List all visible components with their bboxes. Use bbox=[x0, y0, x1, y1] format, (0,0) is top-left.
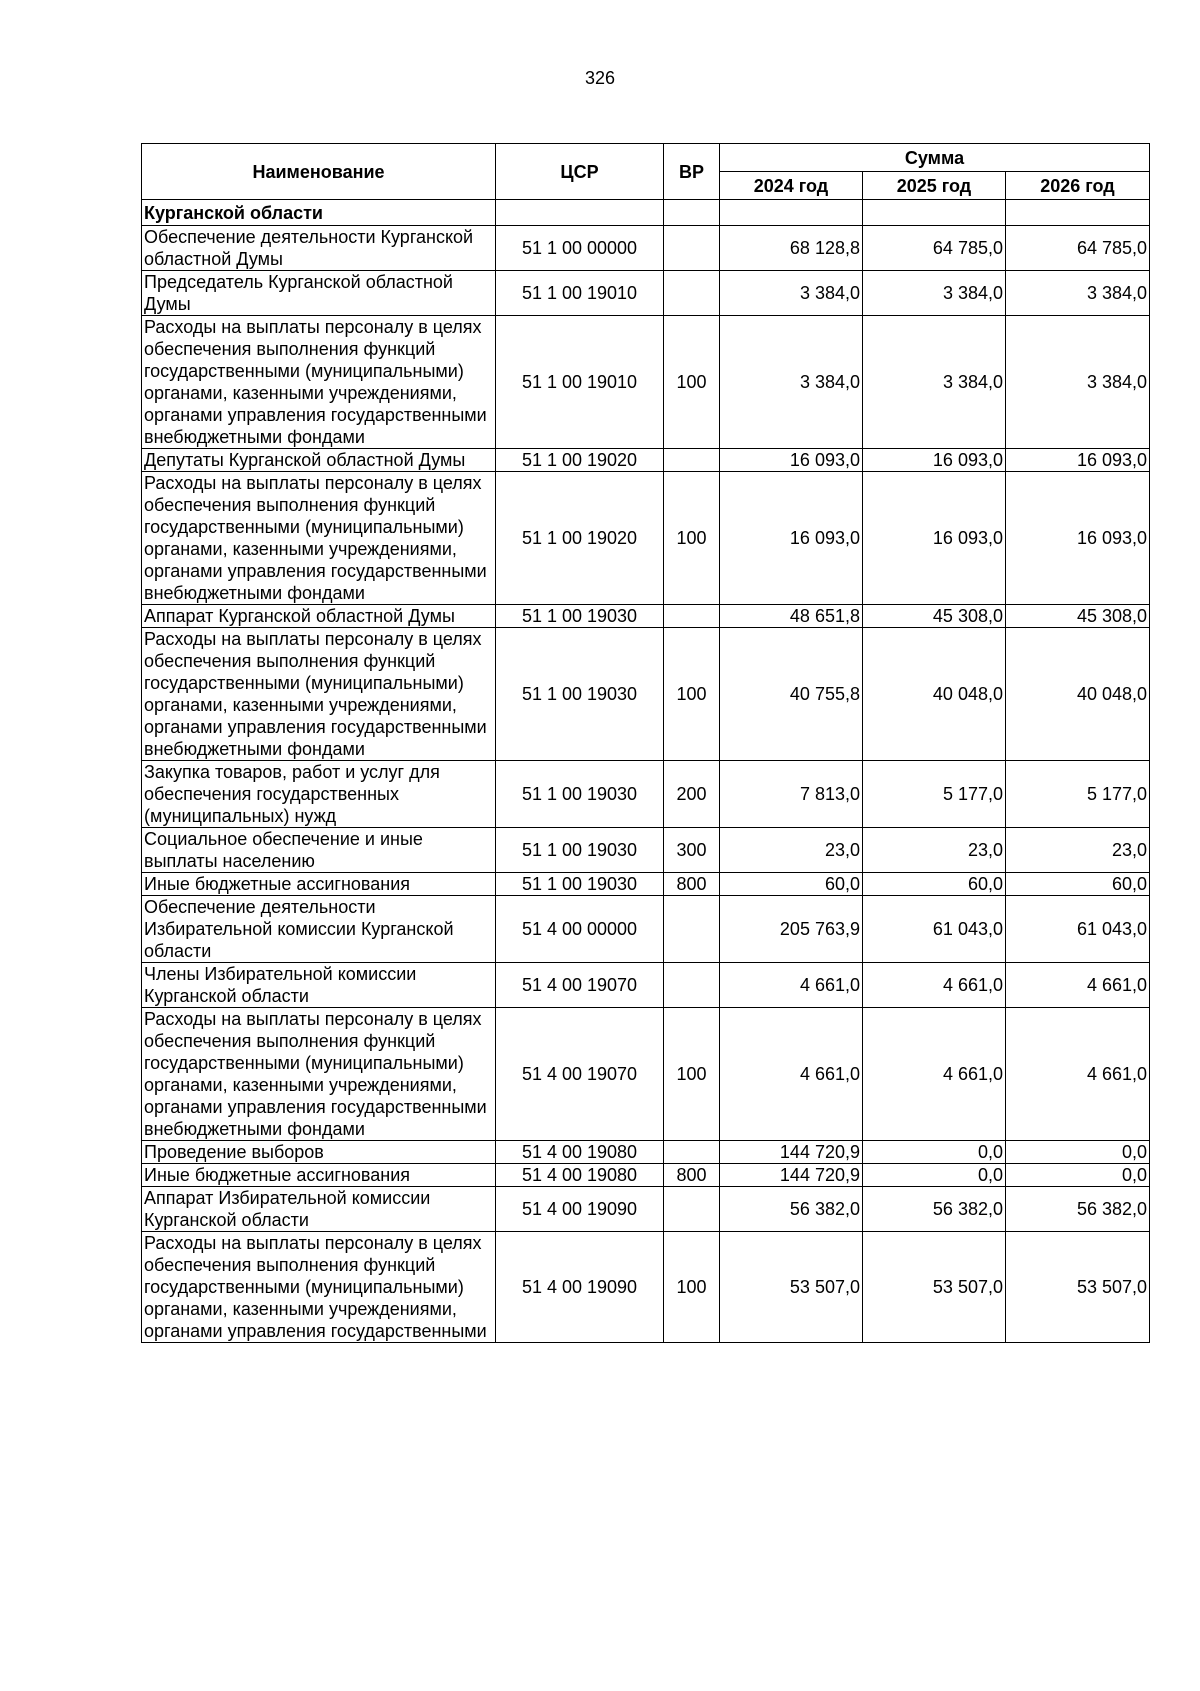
row-name: Расходы на выплаты персоналу в целях обеспечения выполнения функций государственными (муниципальными) органами, казенными учреждениями, органами управления государственными внебюджетными фондами bbox=[142, 316, 496, 449]
row-amount-2025: 45 308,0 bbox=[863, 605, 1006, 628]
row-name: Закупка товаров, работ и услуг для обеспечения государственных (муниципальных) нужд bbox=[142, 761, 496, 828]
table-row bbox=[142, 605, 1150, 628]
row-amount-2024: 144 720,9 bbox=[720, 1141, 863, 1164]
header-csr: ЦСР bbox=[496, 144, 664, 200]
page-number: 326 bbox=[584, 68, 616, 88]
row-amount-2024: 48 651,8 bbox=[720, 605, 863, 628]
row-csr: 51 1 00 19030 bbox=[496, 605, 664, 628]
row-name: Иные бюджетные ассигнования bbox=[142, 1164, 496, 1187]
row-amount-2026: 61 043,0 bbox=[1006, 896, 1150, 963]
row-amount-2026: 16 093,0 bbox=[1006, 449, 1150, 472]
row-vr bbox=[664, 226, 720, 271]
table-row bbox=[142, 1141, 1150, 1164]
row-csr: 51 1 00 19010 bbox=[496, 316, 664, 449]
row-amount-2026: 56 382,0 bbox=[1006, 1187, 1150, 1232]
row-amount-2024: 40 755,8 bbox=[720, 628, 863, 761]
row-vr: 100 bbox=[664, 628, 720, 761]
row-vr bbox=[664, 1141, 720, 1164]
empty-cell bbox=[496, 200, 664, 226]
row-name: Расходы на выплаты персоналу в целях обеспечения выполнения функций государственными (муниципальными) органами, казенными учреждениями, органами управления государственными внебюджетными фондами bbox=[142, 628, 496, 761]
row-amount-2026: 0,0 bbox=[1006, 1141, 1150, 1164]
row-amount-2024: 7 813,0 bbox=[720, 761, 863, 828]
row-name: Социальное обеспечение и иные выплаты населению bbox=[142, 828, 496, 873]
row-amount-2024: 23,0 bbox=[720, 828, 863, 873]
row-amount-2024: 68 128,8 bbox=[720, 226, 863, 271]
empty-cell bbox=[1006, 200, 1150, 226]
row-vr bbox=[664, 1187, 720, 1232]
table-row bbox=[142, 628, 1150, 761]
table-row bbox=[142, 873, 1150, 896]
row-amount-2025: 3 384,0 bbox=[863, 271, 1006, 316]
row-amount-2025: 16 093,0 bbox=[863, 472, 1006, 605]
row-name: Проведение выборов bbox=[142, 1141, 496, 1164]
row-amount-2024: 4 661,0 bbox=[720, 963, 863, 1008]
empty-cell bbox=[664, 200, 720, 226]
row-vr: 800 bbox=[664, 873, 720, 896]
row-vr: 100 bbox=[664, 472, 720, 605]
row-amount-2026: 64 785,0 bbox=[1006, 226, 1150, 271]
row-name: Расходы на выплаты персоналу в целях обеспечения выполнения функций государственными (муниципальными) органами, казенными учреждениями, органами управления государственными bbox=[142, 1232, 496, 1343]
row-vr bbox=[664, 271, 720, 316]
row-amount-2025: 61 043,0 bbox=[863, 896, 1006, 963]
table-row bbox=[142, 226, 1150, 271]
row-vr: 200 bbox=[664, 761, 720, 828]
row-amount-2026: 53 507,0 bbox=[1006, 1232, 1150, 1343]
row-csr: 51 4 00 19090 bbox=[496, 1187, 664, 1232]
table-row bbox=[142, 963, 1150, 1008]
row-amount-2026: 40 048,0 bbox=[1006, 628, 1150, 761]
row-amount-2026: 0,0 bbox=[1006, 1164, 1150, 1187]
row-csr: 51 1 00 19020 bbox=[496, 472, 664, 605]
row-amount-2025: 0,0 bbox=[863, 1141, 1006, 1164]
row-amount-2025: 0,0 bbox=[863, 1164, 1006, 1187]
row-name: Аппарат Курганской областной Думы bbox=[142, 605, 496, 628]
row-amount-2026: 60,0 bbox=[1006, 873, 1150, 896]
row-amount-2026: 5 177,0 bbox=[1006, 761, 1150, 828]
row-amount-2026: 4 661,0 bbox=[1006, 1008, 1150, 1141]
table-row bbox=[142, 1164, 1150, 1187]
row-amount-2025: 53 507,0 bbox=[863, 1232, 1006, 1343]
row-name: Обеспечение деятельности Избирательной комиссии Курганской области bbox=[142, 896, 496, 963]
row-vr: 100 bbox=[664, 1232, 720, 1343]
row-name: Члены Избирательной комиссии Курганской области bbox=[142, 963, 496, 1008]
row-csr: 51 4 00 19080 bbox=[496, 1164, 664, 1187]
row-amount-2026: 45 308,0 bbox=[1006, 605, 1150, 628]
row-csr: 51 1 00 19030 bbox=[496, 873, 664, 896]
table-row bbox=[142, 271, 1150, 316]
row-amount-2026: 4 661,0 bbox=[1006, 963, 1150, 1008]
header-year-2024: 2024 год bbox=[720, 172, 863, 200]
row-csr: 51 4 00 00000 bbox=[496, 896, 664, 963]
row-name: Депутаты Курганской областной Думы bbox=[142, 449, 496, 472]
table-row bbox=[142, 449, 1150, 472]
row-name: Аппарат Избирательной комиссии Курганской области bbox=[142, 1187, 496, 1232]
table-row bbox=[142, 316, 1150, 449]
row-amount-2025: 40 048,0 bbox=[863, 628, 1006, 761]
row-amount-2024: 144 720,9 bbox=[720, 1164, 863, 1187]
header-year-2025: 2025 год bbox=[863, 172, 1006, 200]
row-amount-2026: 3 384,0 bbox=[1006, 316, 1150, 449]
row-csr: 51 4 00 19070 bbox=[496, 963, 664, 1008]
table-row bbox=[142, 1008, 1150, 1141]
row-csr: 51 1 00 19030 bbox=[496, 828, 664, 873]
table-row bbox=[142, 761, 1150, 828]
row-csr: 51 1 00 19010 bbox=[496, 271, 664, 316]
row-name: Расходы на выплаты персоналу в целях обеспечения выполнения функций государственными (муниципальными) органами, казенными учреждениями, органами управления государственными внебюджетными фондами bbox=[142, 1008, 496, 1141]
row-amount-2024: 3 384,0 bbox=[720, 271, 863, 316]
row-amount-2025: 4 661,0 bbox=[863, 1008, 1006, 1141]
row-vr: 300 bbox=[664, 828, 720, 873]
header-year-2026: 2026 год bbox=[1006, 172, 1150, 200]
row-csr: 51 4 00 19090 bbox=[496, 1232, 664, 1343]
table-row bbox=[142, 472, 1150, 605]
row-name: Иные бюджетные ассигнования bbox=[142, 873, 496, 896]
row-amount-2024: 205 763,9 bbox=[720, 896, 863, 963]
header-sum: Сумма bbox=[720, 144, 1150, 172]
table-row bbox=[142, 896, 1150, 963]
row-amount-2025: 64 785,0 bbox=[863, 226, 1006, 271]
empty-cell bbox=[863, 200, 1006, 226]
table-body bbox=[142, 200, 1150, 1343]
row-csr: 51 1 00 00000 bbox=[496, 226, 664, 271]
header-name: Наименование bbox=[142, 144, 496, 200]
row-amount-2024: 60,0 bbox=[720, 873, 863, 896]
row-amount-2025: 5 177,0 bbox=[863, 761, 1006, 828]
row-amount-2024: 56 382,0 bbox=[720, 1187, 863, 1232]
row-amount-2026: 3 384,0 bbox=[1006, 271, 1150, 316]
row-amount-2024: 3 384,0 bbox=[720, 316, 863, 449]
row-amount-2025: 4 661,0 bbox=[863, 963, 1006, 1008]
continuation-row bbox=[142, 200, 1150, 226]
row-amount-2025: 16 093,0 bbox=[863, 449, 1006, 472]
row-csr: 51 4 00 19080 bbox=[496, 1141, 664, 1164]
header-vr: ВР bbox=[664, 144, 720, 200]
row-amount-2024: 16 093,0 bbox=[720, 472, 863, 605]
row-vr bbox=[664, 963, 720, 1008]
row-vr bbox=[664, 449, 720, 472]
row-amount-2024: 4 661,0 bbox=[720, 1008, 863, 1141]
row-amount-2025: 60,0 bbox=[863, 873, 1006, 896]
row-vr bbox=[664, 605, 720, 628]
row-csr: 51 1 00 19020 bbox=[496, 449, 664, 472]
row-amount-2026: 23,0 bbox=[1006, 828, 1150, 873]
row-csr: 51 1 00 19030 bbox=[496, 628, 664, 761]
continuation-label: Курганской области bbox=[142, 200, 496, 226]
row-amount-2025: 3 384,0 bbox=[863, 316, 1006, 449]
row-amount-2026: 16 093,0 bbox=[1006, 472, 1150, 605]
row-vr bbox=[664, 896, 720, 963]
row-amount-2024: 53 507,0 bbox=[720, 1232, 863, 1343]
row-amount-2025: 23,0 bbox=[863, 828, 1006, 873]
budget-table bbox=[141, 143, 1150, 1343]
row-csr: 51 4 00 19070 bbox=[496, 1008, 664, 1141]
row-name: Расходы на выплаты персоналу в целях обеспечения выполнения функций государственными (муниципальными) органами, казенными учреждениями, органами управления государственными внебюджетными фондами bbox=[142, 472, 496, 605]
row-name: Обеспечение деятельности Курганской областной Думы bbox=[142, 226, 496, 271]
row-amount-2025: 56 382,0 bbox=[863, 1187, 1006, 1232]
row-amount-2024: 16 093,0 bbox=[720, 449, 863, 472]
table-row bbox=[142, 1187, 1150, 1232]
row-vr: 100 bbox=[664, 1008, 720, 1141]
table-header bbox=[142, 144, 1150, 200]
row-vr: 100 bbox=[664, 316, 720, 449]
empty-cell bbox=[720, 200, 863, 226]
table-row bbox=[142, 828, 1150, 873]
row-csr: 51 1 00 19030 bbox=[496, 761, 664, 828]
row-vr: 800 bbox=[664, 1164, 720, 1187]
table-row bbox=[142, 1232, 1150, 1343]
row-name: Председатель Курганской областной Думы bbox=[142, 271, 496, 316]
